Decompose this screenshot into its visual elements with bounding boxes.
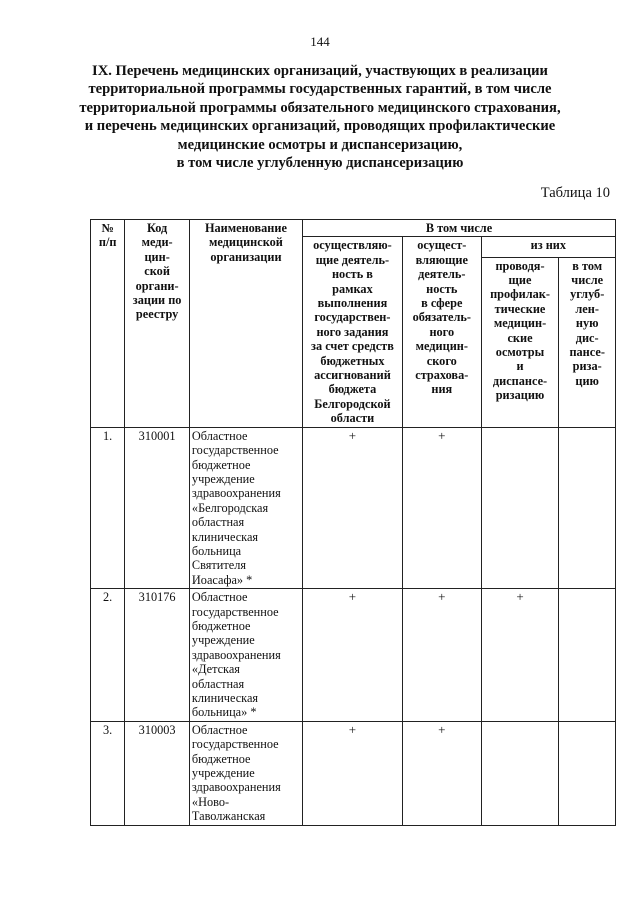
row-organization-name: Областное государственное бюджетное учреждение здравоохранения «Ново- Таволжанская — [189, 721, 302, 825]
header-budget: осуществляю- щие деятель- ность в рамках выполнения государствен- ного задания за счет средств бюджетных ассигнований бюджета Белгородской области — [302, 237, 402, 427]
header-prof: проводя- щие профилак- тические медицин- ские осмотры и диспансе- ризацию — [481, 257, 559, 427]
heading-line: медицинские осмотры и диспансеризацию, — [177, 136, 463, 153]
heading-line: в том числе углубленную диспансеризацию — [176, 155, 464, 172]
medical-organizations-table — [90, 219, 616, 826]
row-budget-mark: + — [302, 721, 402, 825]
page-number: 144 — [310, 34, 330, 49]
header-row-1 — [91, 220, 616, 237]
row-code: 310003 — [125, 721, 190, 825]
row-number: 3. — [91, 721, 125, 825]
section-heading — [60, 62, 580, 172]
table-row — [91, 589, 616, 722]
row-oms-mark: + — [402, 589, 481, 722]
row-budget-mark: + — [302, 589, 402, 722]
row-deep-mark — [559, 589, 616, 722]
row-code: 310176 — [125, 589, 190, 722]
row-number: 1. — [91, 427, 125, 588]
header-deep: в том числе углуб- лен- ную дис- пансе- риза- цию — [559, 257, 616, 427]
row-budget-mark: + — [302, 427, 402, 588]
row-organization-name: Областное государственное бюджетное учреждение здравоохранения «Белгородская областная клиническая больница Святителя Иоасафа» * — [189, 427, 302, 588]
heading-line: территориальной программы государственных гарантий, в том числе — [88, 81, 552, 98]
row-prof-mark: + — [481, 589, 559, 722]
table-row — [91, 721, 616, 825]
row-deep-mark — [559, 427, 616, 588]
header-name: Наименование медицинской организации — [189, 220, 302, 428]
row-organization-name: Областное государственное бюджетное учреждение здравоохранения «Детская областная клиническая больница» * — [189, 589, 302, 722]
table-row — [91, 427, 616, 588]
header-code: Код меди- цин- ской органи- зации по реестру — [125, 220, 190, 428]
header-oms: осущест- вляющие деятель- ность в сфере обязатель- ного медицин- ского страхова- ния — [402, 237, 481, 427]
header-num: № п/п — [91, 220, 125, 428]
header-of-them: из них — [481, 237, 615, 257]
heading-line: и перечень медицинских организаций, проводящих профилактические — [84, 118, 556, 135]
table-caption: Таблица 10 — [540, 185, 610, 201]
row-oms-mark: + — [402, 721, 481, 825]
row-oms-mark: + — [402, 427, 481, 588]
row-prof-mark — [481, 721, 559, 825]
header-including: В том числе — [302, 220, 615, 237]
row-prof-mark — [481, 427, 559, 588]
heading-line: территориальной программы обязательного медицинского страхования, — [79, 99, 561, 116]
row-code: 310001 — [125, 427, 190, 588]
row-number: 2. — [91, 589, 125, 722]
row-deep-mark — [559, 721, 616, 825]
heading-line: IX. Перечень медицинских организаций, участвующих в реализации — [92, 63, 548, 79]
